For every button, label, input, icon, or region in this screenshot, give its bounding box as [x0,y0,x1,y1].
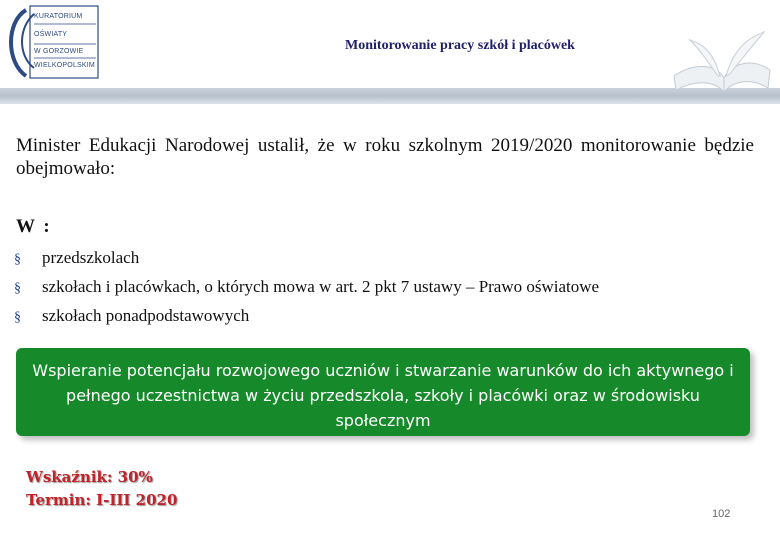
slide-title: Monitorowanie pracy szkół i placówek [345,38,575,53]
kuratorium-logo [4,4,100,82]
indicator-block [26,466,177,512]
bullet-icon: § [14,310,21,325]
indicator-text: Wskaźnik: 30% [26,468,153,486]
logo-line-2: OŚWIATY [34,31,68,38]
bullet-icon: § [14,281,21,296]
page-number: 102 [712,508,731,520]
list-item-text: szkołach ponadpodstawowych [42,306,250,325]
w-label: W : [16,216,52,237]
logo-line-4: WIELKOPOLSKIM [34,62,95,69]
logo-line-1: KURATORIUM [34,13,83,20]
logo-line-3: W GORZOWIE [34,48,84,55]
list-item [14,248,599,277]
header-band [0,88,780,104]
list-item-text: szkołach i placówkach, o których mowa w art. 2 pkt 7 ustawy – Prawo oświatowe [42,277,600,296]
open-book-icon [664,18,774,98]
bullet-list [14,248,599,335]
deadline-text: Termin: I-III 2020 [26,491,178,509]
slide-header [0,0,780,100]
bullet-icon: § [14,252,21,267]
list-item [14,277,599,306]
intro-paragraph: Minister Edukacji Narodowej ustalił, że w roku szkolnym 2019/2020 monitorowanie będzie obejmowało: [16,135,754,179]
list-item-text: przedszkolach [42,248,140,267]
highlight-text: Wspieranie potencjału rozwojowego uczniów i stwarzanie warunków do ich aktywnego i pełnego uczestnictwa w życiu przedszkola, szkoły i placówki oraz w środowisku społecznym [32,361,734,430]
list-item [14,306,599,335]
